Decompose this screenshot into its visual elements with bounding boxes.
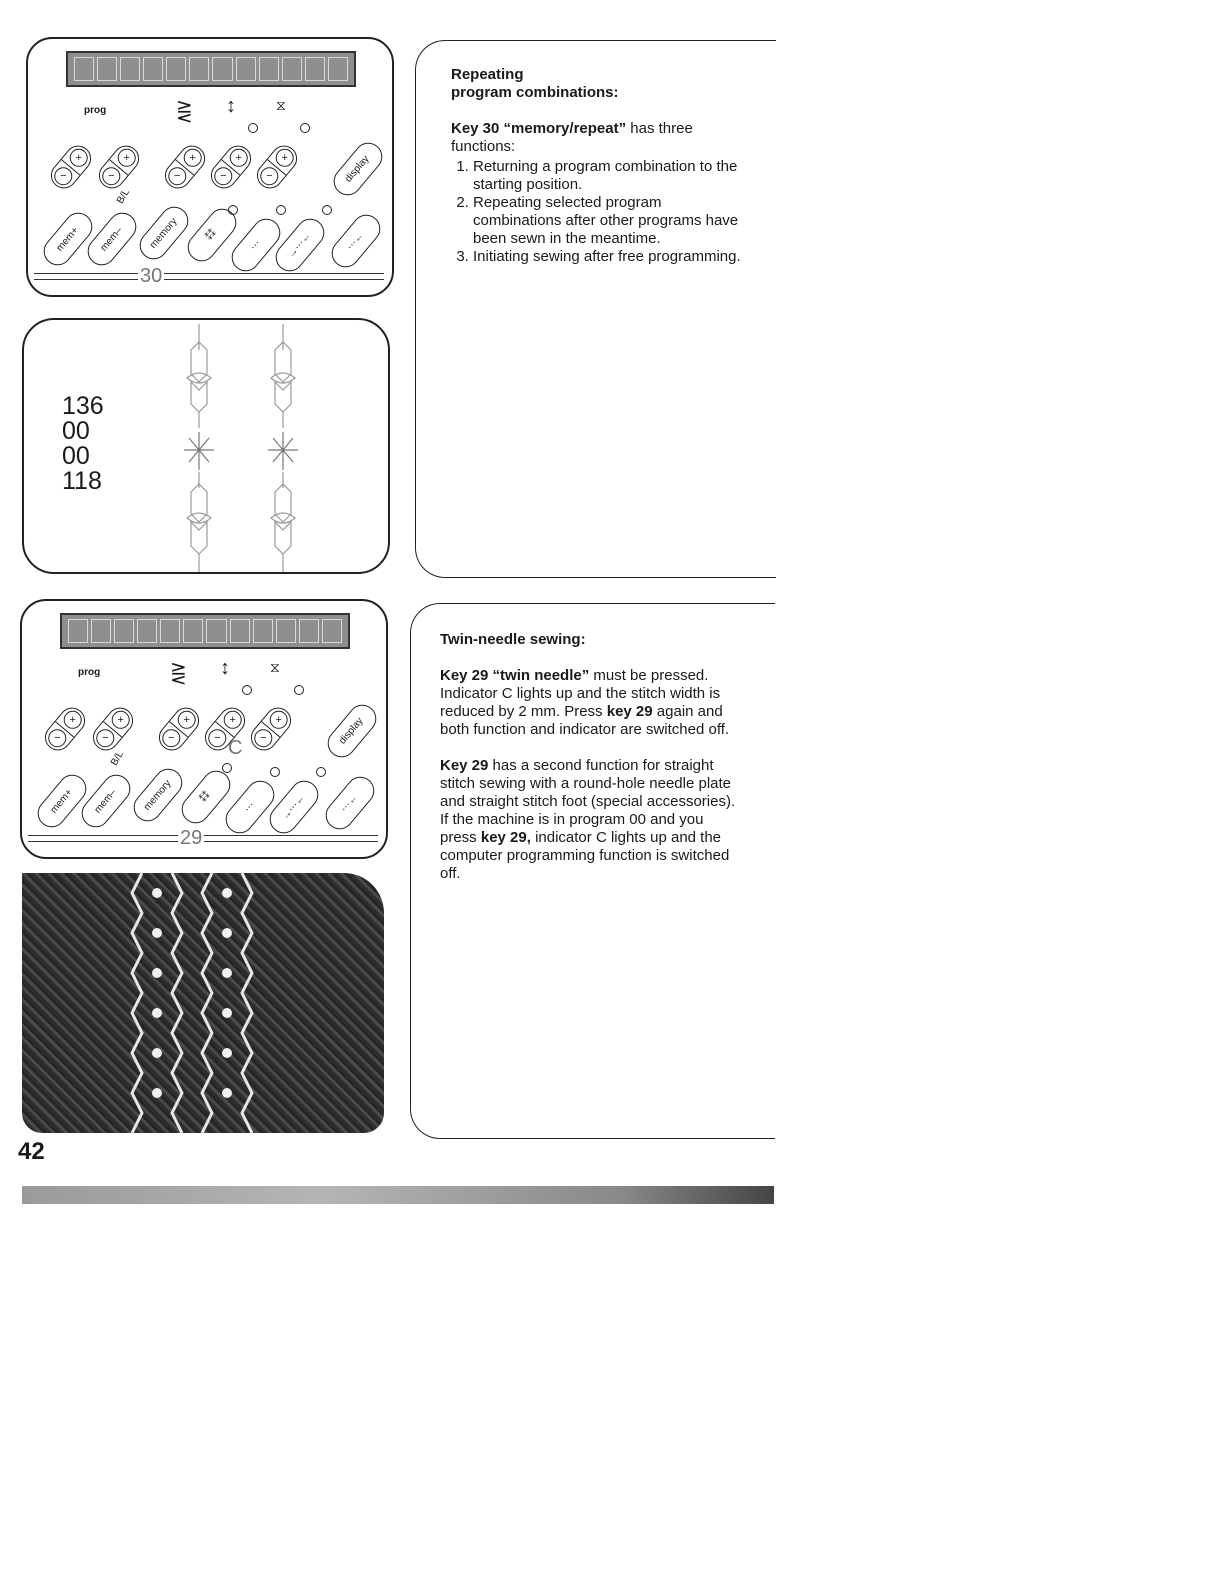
p2-text2: indicator C lights up and the computer programming function is switched off. — [440, 829, 730, 882]
stitch-key[interactable]: ⋯ — [226, 213, 286, 277]
reverse-key[interactable]: →⋯← — [270, 213, 330, 277]
lcd-cell — [230, 619, 250, 643]
p1-bold1: Key 29 “twin needle” — [440, 667, 590, 684]
lcd-cell — [160, 619, 180, 643]
indicator-light — [228, 205, 238, 215]
indicator-c-label: C — [228, 737, 243, 759]
callout-29: 29 — [180, 827, 203, 849]
mem-plus-key[interactable]: mem+ — [38, 207, 98, 271]
twin-needle-key[interactable]: ⁑⁑ — [176, 765, 236, 829]
indicator-light — [222, 763, 232, 773]
list-item: 3. Initiating sewing after free programming. — [473, 248, 751, 266]
mem-minus-key[interactable]: mem– — [76, 769, 136, 833]
lcd-cell — [97, 57, 117, 81]
lace-stitch-illustration — [22, 873, 384, 1133]
plus-minus-key[interactable]: + − — [154, 702, 205, 755]
section-title-line1: Repeating — [451, 66, 524, 83]
end-key[interactable]: ⋯← — [320, 771, 380, 835]
lcd-cell — [91, 619, 111, 643]
twin-needle-key[interactable]: ⁑⁑ — [182, 203, 242, 267]
lcd-cell — [299, 619, 319, 643]
end-key[interactable]: ⋯← — [326, 209, 386, 273]
display-key[interactable]: display — [322, 699, 382, 763]
plus-minus-key[interactable]: + − — [252, 140, 303, 193]
baseline — [34, 273, 384, 274]
twin-needle-fabric-photo — [22, 873, 384, 1133]
indicator-light — [316, 767, 326, 777]
program-number: 00 — [62, 442, 90, 470]
balance-icon: ⧖ — [270, 659, 280, 675]
stitch-length-icon: ↕ — [226, 95, 236, 117]
indicator-light — [242, 685, 252, 695]
mem-minus-key[interactable]: mem– — [82, 207, 142, 271]
mem-plus-key[interactable]: mem+ — [32, 769, 92, 833]
program-numbers — [62, 394, 104, 494]
indicator-light — [300, 123, 310, 133]
baseline — [34, 279, 384, 280]
section-repeating — [451, 66, 751, 266]
stitch-pattern-icon: ⋛ — [170, 663, 187, 685]
lcd-cell — [212, 57, 232, 81]
lcd-cell — [282, 57, 302, 81]
lcd-cell — [236, 57, 256, 81]
lcd-cell — [143, 57, 163, 81]
plus-minus-key[interactable]: + − — [200, 702, 251, 755]
plus-minus-key[interactable]: + − — [160, 140, 211, 193]
lcd-cell — [206, 619, 226, 643]
stitch-pattern-icon: ⋛ — [176, 101, 193, 123]
callout-30: 30 — [140, 265, 163, 287]
indicator-light — [294, 685, 304, 695]
balance-icon: ⧖ — [276, 97, 286, 113]
section-twin-needle — [440, 631, 740, 901]
stitch-pattern-illustration — [164, 320, 314, 572]
plus-minus-key[interactable]: + − — [40, 702, 91, 755]
p1-text1: must be pressed. Indicator C lights up and the stitch width is reduced by 2 mm. Press — [440, 667, 721, 720]
section-title-line2: program combinations: — [451, 84, 619, 101]
p1-text2: again and both function and indicator are switched off. — [440, 703, 730, 738]
lcd-display — [60, 613, 350, 649]
lcd-cell — [305, 57, 325, 81]
memory-repeat-key[interactable]: memory — [134, 201, 194, 265]
program-number: 136 — [62, 392, 104, 420]
plus-minus-key[interactable]: + − — [94, 140, 145, 193]
indicator-light — [276, 205, 286, 215]
lcd-cell — [114, 619, 134, 643]
lcd-cell — [137, 619, 157, 643]
p2-bold2: key 29, — [480, 829, 531, 846]
lcd-cell — [120, 57, 140, 81]
plus-minus-key[interactable]: + − — [246, 702, 297, 755]
lcd-cell — [322, 619, 342, 643]
intro-bold: Key 30 “memory/repeat” — [451, 120, 627, 137]
p2-bold1: Key 29 — [440, 757, 489, 774]
p2-text1: has a second function for straight stitch sewing with a round-hole needle plate and straight stitch foot (special accessories). If the machine is in program 00 and you press — [440, 757, 736, 846]
control-panel-bottom — [20, 599, 388, 859]
intro-text: has three functions: — [451, 120, 693, 155]
memory-repeat-key[interactable]: memory — [128, 763, 188, 827]
lcd-cell — [328, 57, 348, 81]
indicator-light — [322, 205, 332, 215]
plus-minus-key[interactable]: + − — [88, 702, 139, 755]
stitch-length-icon: ↕ — [220, 657, 230, 679]
p1-bold2: key 29 — [606, 703, 653, 720]
plus-minus-key[interactable]: + − — [206, 140, 257, 193]
reverse-key[interactable]: →⋯← — [264, 775, 324, 839]
page-number: 42 — [18, 1138, 45, 1165]
lcd-cell — [166, 57, 186, 81]
bl-label: B/L — [108, 749, 127, 768]
lcd-display — [66, 51, 356, 87]
lcd-cell — [276, 619, 296, 643]
program-number: 118 — [62, 467, 102, 495]
section-title: Twin-needle sewing: — [440, 631, 586, 648]
footer-bar — [22, 1186, 774, 1204]
stitch-key[interactable]: ⋯ — [220, 775, 280, 839]
display-key[interactable]: display — [328, 137, 388, 201]
control-panel-top — [26, 37, 394, 297]
lcd-cell — [253, 619, 273, 643]
list-item: 1. Returning a program combination to the starting position. — [473, 158, 751, 194]
lcd-cell — [259, 57, 279, 81]
lcd-cell — [74, 57, 94, 81]
plus-minus-key[interactable]: + − — [46, 140, 97, 193]
indicator-light — [248, 123, 258, 133]
stitch-sample-panel — [22, 318, 390, 574]
prog-label: prog — [84, 105, 107, 116]
lcd-cell — [189, 57, 209, 81]
lcd-cell — [68, 619, 88, 643]
program-number: 00 — [62, 417, 90, 445]
lcd-cell — [183, 619, 203, 643]
prog-label: prog — [78, 667, 101, 678]
indicator-light — [270, 767, 280, 777]
bl-label: B/L — [114, 187, 133, 206]
function-list — [451, 158, 751, 266]
list-item: 2. Repeating selected program combinations after other programs have been sewn in the meantime. — [473, 194, 751, 248]
